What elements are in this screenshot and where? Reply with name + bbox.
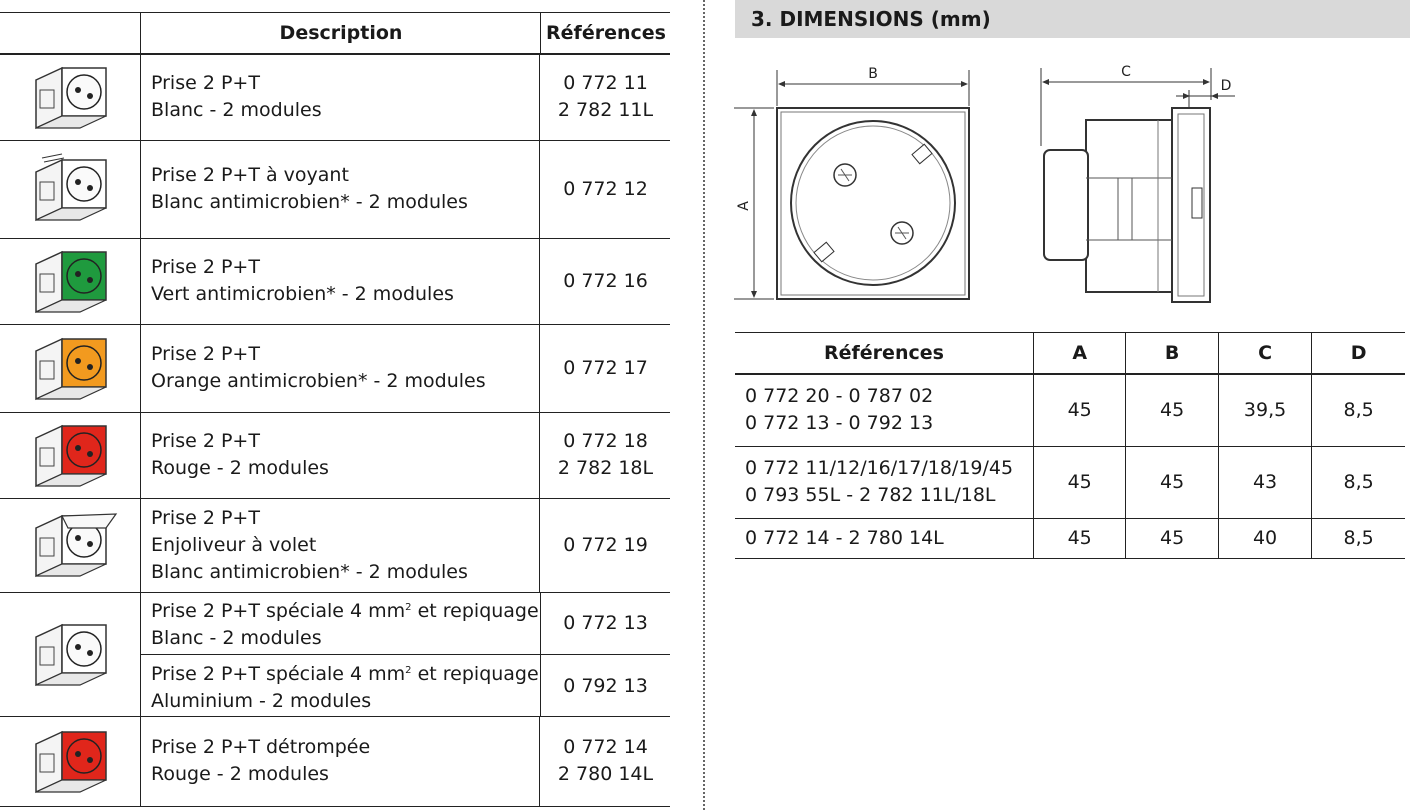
dimensions-row: [735, 518, 1405, 558]
dimension-label-a: A: [736, 201, 752, 211]
product-references: [541, 412, 670, 498]
description-text: et repiquage: [411, 663, 539, 685]
description-line: Blanc antimicrobien* - 2 modules: [151, 560, 468, 583]
superscript: 2: [405, 602, 412, 613]
product-description: [140, 655, 541, 717]
header-c: C: [1218, 333, 1311, 375]
section-title: 3. DIMENSIONS (mm): [751, 7, 991, 31]
dimension-label-c: C: [1121, 64, 1131, 80]
dimension-value-b: 45: [1126, 518, 1218, 558]
reference-code: 0 772 17: [563, 356, 648, 379]
dimension-value-c: 40: [1218, 518, 1311, 558]
product-description: [140, 54, 540, 140]
dimensions-row: [735, 374, 1405, 446]
dimensions-table: [735, 332, 1405, 559]
reference-code: 0 792 13: [563, 674, 648, 697]
product-subrow: [140, 654, 670, 717]
reference-code: 0 772 19: [563, 533, 648, 556]
product-image: [0, 140, 139, 238]
reference-code: 2 780 14L: [557, 763, 654, 785]
product-row: [0, 140, 670, 239]
product-row: [0, 324, 670, 413]
description-line: Prise 2 P+T détrompée: [151, 736, 371, 758]
side-view-drawing: [1030, 60, 1250, 310]
description-line: [151, 594, 540, 625]
front-view-drawing: [730, 60, 990, 310]
socket-white-shutter-icon: [18, 508, 122, 582]
reference-code: 0 772 14 - 2 780 14L: [745, 526, 944, 549]
reference-code: 0 772 14: [563, 736, 648, 758]
reference-code: 0 772 11: [563, 72, 648, 94]
description-text: Prise 2 P+T spéciale 4 mm: [151, 663, 406, 685]
dimension-value-c: 43: [1218, 446, 1311, 518]
reference-code: 0 772 11/12/16/17/18/19/45: [745, 457, 1014, 479]
header-d: D: [1312, 333, 1405, 375]
socket-white-icon: [18, 60, 122, 134]
description-line: Prise 2 P+T: [151, 343, 260, 365]
products-table: [0, 12, 670, 785]
dimension-references: [735, 374, 1033, 446]
product-description: [140, 412, 540, 498]
dimension-value-a: 45: [1033, 374, 1125, 446]
description-line: Rouge - 2 modules: [151, 763, 329, 785]
header-b: B: [1126, 333, 1218, 375]
product-description: [140, 716, 540, 806]
socket-red-icon: [18, 724, 122, 798]
dimension-value-d: 8,5: [1312, 374, 1405, 446]
product-image: [0, 716, 139, 806]
column-separator: [703, 0, 705, 810]
description-line: Prise 2 P+T: [151, 430, 260, 452]
header-a: A: [1033, 333, 1125, 375]
product-references: [541, 238, 670, 324]
socket-white-icon: [18, 617, 122, 691]
product-image: [0, 238, 139, 324]
description-line: Vert antimicrobien* - 2 modules: [151, 283, 454, 305]
product-references: [541, 54, 670, 140]
header-references: Références: [540, 13, 671, 53]
socket-red-icon: [18, 418, 122, 492]
products-table-header: [0, 12, 670, 55]
product-references: [541, 498, 670, 592]
dimension-value-d: 8,5: [1312, 446, 1405, 518]
product-row: [0, 412, 670, 499]
dimensions-header-row: [735, 333, 1405, 375]
description-line: Orange antimicrobien* - 2 modules: [151, 370, 486, 392]
product-row: [0, 592, 670, 717]
dimension-value-a: 45: [1033, 446, 1125, 518]
description-line: Prise 2 P+T: [151, 256, 260, 278]
product-description: [140, 498, 540, 592]
product-row: [0, 238, 670, 325]
dimension-references: [735, 446, 1033, 518]
socket-green-icon: [18, 244, 122, 318]
socket-orange-icon: [18, 331, 122, 405]
header-references: Références: [735, 333, 1033, 375]
product-image: [0, 592, 139, 716]
product-description: [140, 238, 540, 324]
product-references: [541, 592, 670, 654]
product-subrow: [140, 592, 670, 654]
product-row: [0, 498, 670, 593]
dimension-value-b: 45: [1126, 374, 1218, 446]
dimension-label-b: B: [868, 66, 878, 82]
product-description: [140, 592, 541, 654]
dimension-value-b: 45: [1126, 446, 1218, 518]
product-row: [0, 54, 670, 141]
reference-code: 0 793 55L - 2 782 11L/18L: [745, 484, 996, 506]
dimension-value-c: 39,5: [1218, 374, 1311, 446]
description-line: Prise 2 P+T: [151, 506, 260, 529]
description-line: Blanc - 2 modules: [151, 627, 322, 649]
dimension-references: [735, 518, 1033, 558]
product-image: [0, 324, 139, 412]
product-references: [541, 655, 670, 717]
description-text: et repiquage: [411, 600, 539, 622]
reference-code: 0 772 20 - 0 787 02: [745, 385, 934, 408]
description-line: Aluminium - 2 modules: [151, 690, 372, 712]
product-references: [541, 716, 670, 806]
dimensions-row: [735, 446, 1405, 518]
product-image: [0, 54, 139, 140]
product-references: [541, 324, 670, 412]
socket-white-with-light-icon: [18, 152, 122, 226]
description-line: Enjoliveur à volet: [151, 533, 317, 556]
description-line: Prise 2 P+T: [151, 72, 260, 94]
description-text: Prise 2 P+T spéciale 4 mm: [151, 600, 406, 622]
reference-code: 2 782 11L: [557, 99, 654, 121]
description-line: Blanc - 2 modules: [151, 99, 322, 121]
product-image: [0, 412, 139, 498]
description-line: Rouge - 2 modules: [151, 457, 329, 479]
product-references: [541, 140, 670, 238]
product-description: [140, 140, 540, 238]
section-title-bar: [735, 0, 1410, 38]
reference-code: 0 772 13: [563, 611, 648, 634]
reference-code: 0 772 16: [563, 269, 648, 292]
dimension-value-a: 45: [1033, 518, 1125, 558]
dimension-label-d: D: [1220, 78, 1232, 94]
reference-code: 0 772 12: [563, 177, 648, 200]
product-description: [140, 324, 540, 412]
reference-code: 0 772 18: [563, 430, 648, 452]
reference-code: 0 772 13 - 0 792 13: [745, 412, 934, 435]
product-row: [0, 716, 670, 807]
dimension-value-d: 8,5: [1312, 518, 1405, 558]
superscript: 2: [405, 665, 412, 676]
product-image: [0, 498, 139, 592]
reference-code: 2 782 18L: [557, 457, 654, 479]
description-line: Prise 2 P+T à voyant: [151, 164, 349, 186]
description-line: [151, 657, 540, 688]
description-line: Blanc antimicrobien* - 2 modules: [151, 191, 468, 213]
header-description: Description: [140, 13, 541, 53]
